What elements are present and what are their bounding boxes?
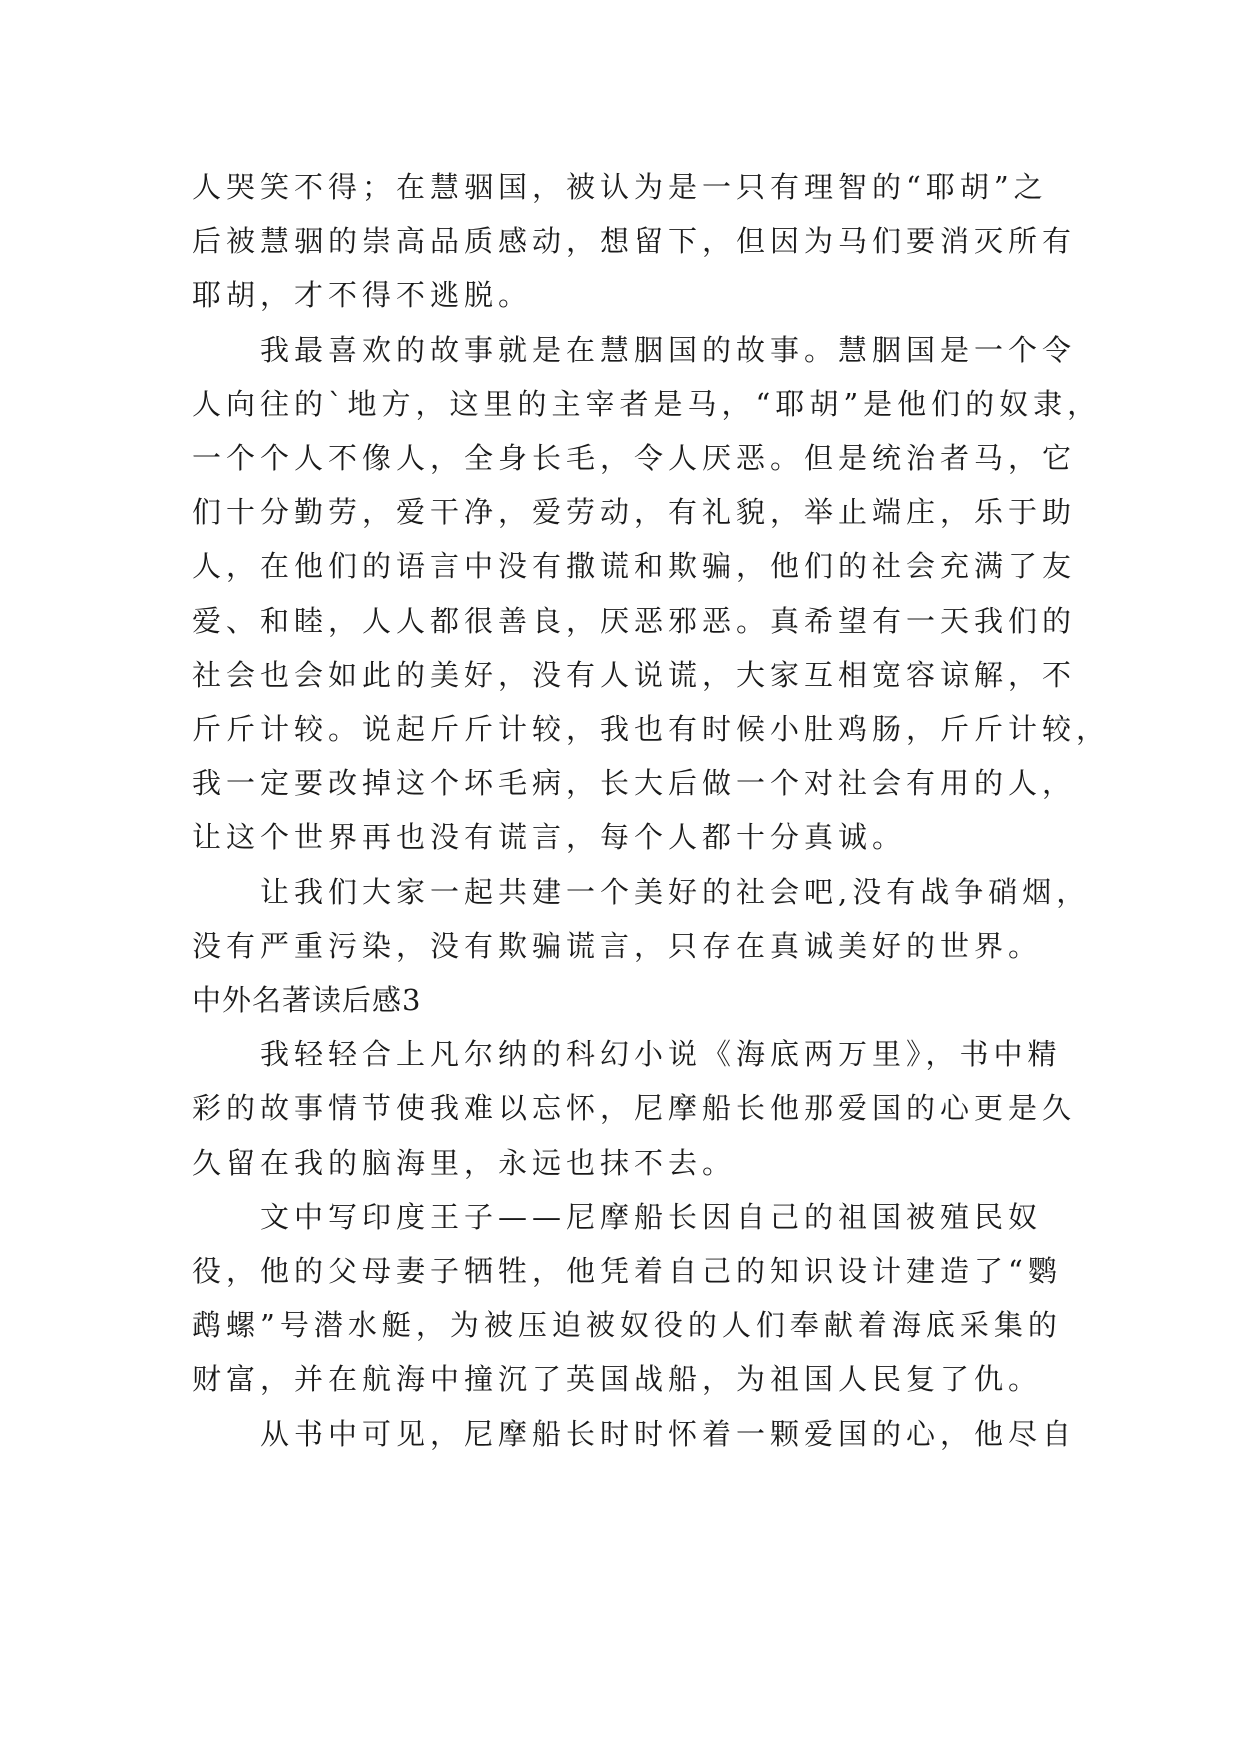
text-line: 人哭笑不得；在慧骃国，被认为是一只有理智的“耶胡”之: [192, 170, 1048, 204]
text-line: 我一定要改掉这个坏毛病，长大后做一个对社会有用的人，: [192, 766, 1077, 801]
document-body: [192, 160, 1111, 1461]
text-line: 从书中可见，尼摩船长时时怀着一颗爱国的心，他尽自: [192, 1416, 1077, 1451]
text-line: 社会也会如此的美好，没有人说谎，大家互相宽容谅解，不: [192, 657, 1077, 692]
text-line: 斤斤计较。说起斤斤计较，我也有时候小肚鸡肠，斤斤计较，: [192, 712, 1111, 747]
text-line: 没有严重污染，没有欺骗谎言，只存在真诚美好的世界。: [192, 928, 1043, 963]
text-line: 们十分勤劳，爱干净，爱劳动，有礼貌，举止端庄，乐于助: [192, 495, 1077, 530]
text-line: 人，在他们的语言中没有撒谎和欺骗，他们的社会充满了友: [192, 549, 1077, 584]
text-line: 彩的故事情节使我难以忘怀，尼摩船长他那爱国的心更是久: [192, 1091, 1077, 1126]
section-heading: 中外名著读后感3: [192, 983, 422, 1018]
text-line: 一个个人不像人，全身长毛，令人厌恶。但是统治者马，它: [192, 441, 1077, 476]
text-line: 役，他的父母妻子牺牲，他凭着自己的知识设计建造了“鹦: [192, 1254, 1062, 1289]
text-line: 让我们大家一起共建一个美好的社会吧,没有战争硝烟，: [192, 874, 1091, 909]
text-line: 人向往的`地方，这里的主宰者是马，“耶胡”是他们的奴隶，: [192, 386, 1102, 421]
text-line: 耶胡，才不得不逃脱。: [192, 278, 533, 313]
text-line: 爱、和睦，人人都很善良，厌恶邪恶。真希望有一天我们的: [192, 603, 1077, 638]
text-line: 鹉螺”号潜水艇，为被压迫被奴役的人们奉献着海底采集的: [192, 1308, 1062, 1343]
text-line: 后被慧骃的崇高品质感动，想留下，但因为马们要消灭所有: [192, 224, 1077, 259]
text-line: 财富，并在航海中撞沉了英国战船，为祖国人民复了仇。: [192, 1362, 1043, 1397]
text-line: 久留在我的脑海里，永远也抹不去。: [192, 1145, 737, 1180]
text-line: 我轻轻合上凡尔纳的科幻小说《海底两万里》，书中精: [192, 1037, 1062, 1072]
text-line: 我最喜欢的故事就是在慧胭国的故事。慧胭国是一个令: [192, 332, 1077, 367]
text-line: 让这个世界再也没有谎言，每个人都十分真诚。: [192, 820, 907, 855]
text-line: 文中写印度王子——尼摩船长因自己的祖国被殖民奴: [192, 1199, 1043, 1234]
